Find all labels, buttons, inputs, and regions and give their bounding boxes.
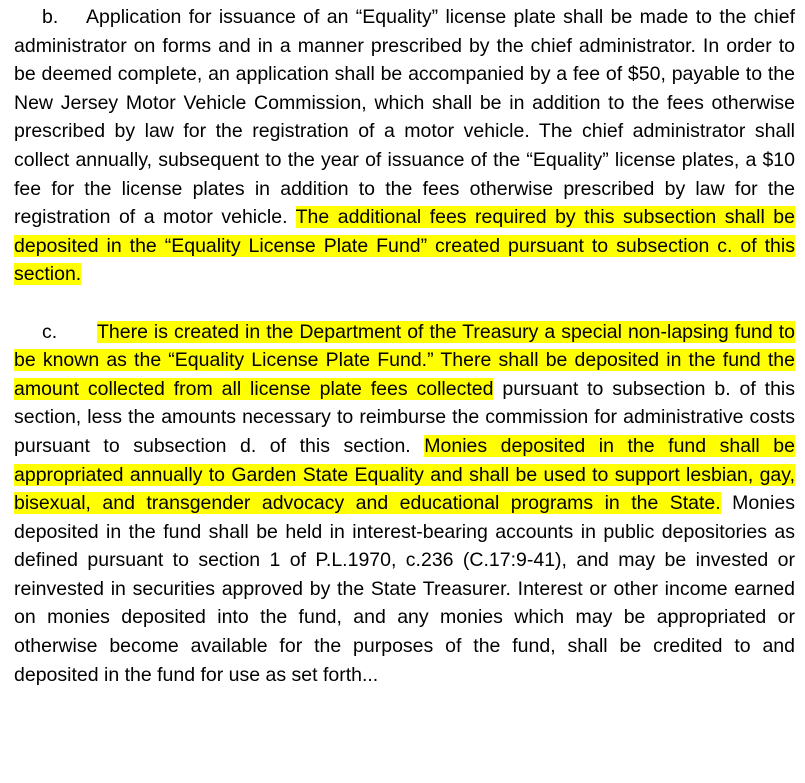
section-c-text-1: pursuant to subsection b. of this section, less the amounts necessary to reimburse the commission for administrative costs pursuant to subsection d. of this section. xyxy=(14,377,795,457)
document-page xyxy=(14,3,795,689)
section-c-label: c. xyxy=(42,320,58,343)
section-b-highlight: The additional fees required by this subsection shall be deposited in the “Equality License Plate Fund” created pursuant to subsection c. of this section. xyxy=(14,206,795,286)
section-c-paragraph xyxy=(14,318,795,690)
section-b-paragraph xyxy=(14,3,795,289)
section-c-text-2: Monies deposited in the fund shall be held in interest-bearing accounts in public depositories as defined pursuant to section 1 of P.L.1970, c.236 (C.17:9-41), and may be invested or reinvested in securities approved by the State Treasurer. Interest or other income earned on monies deposited into the fund, and any monies which may be appropriated or otherwise become available for the purposes of the fund, shall be credited to and deposited in the fund for use as set forth... xyxy=(14,492,795,686)
section-b-label: b. xyxy=(42,6,59,28)
section-c-highlight-2: Monies deposited in the fund shall be appropriated annually to Garden State Equality and shall be used to support lesbian, gay, bisexual, and transgender advocacy and educational programs in the State. xyxy=(14,434,795,515)
section-c-highlight-1: There is created in the Department of the Treasury a special non-lapsing fund to be known as the “Equality License Plate Fund.” There shall be deposited in the fund the amount collected from all license plate fees collected xyxy=(14,320,795,400)
section-b-text: Application for issuance of an “Equality” license plate shall be made to the chief administrator on forms and in a manner prescribed by the chief administrator. In order to be deemed complete, an application shall be accompanied by a fee of $50, payable to the New Jersey Motor Vehicle Commission, which shall be in addition to the fees otherwise prescribed by law for the registration of a motor vehicle. The chief administrator shall collect annually, subsequent to the year of issuance of the “Equality” license plates, a $10 fee for the license plates in addition to the fees otherwise prescribed by law for the registration of a motor vehicle. xyxy=(14,6,795,229)
